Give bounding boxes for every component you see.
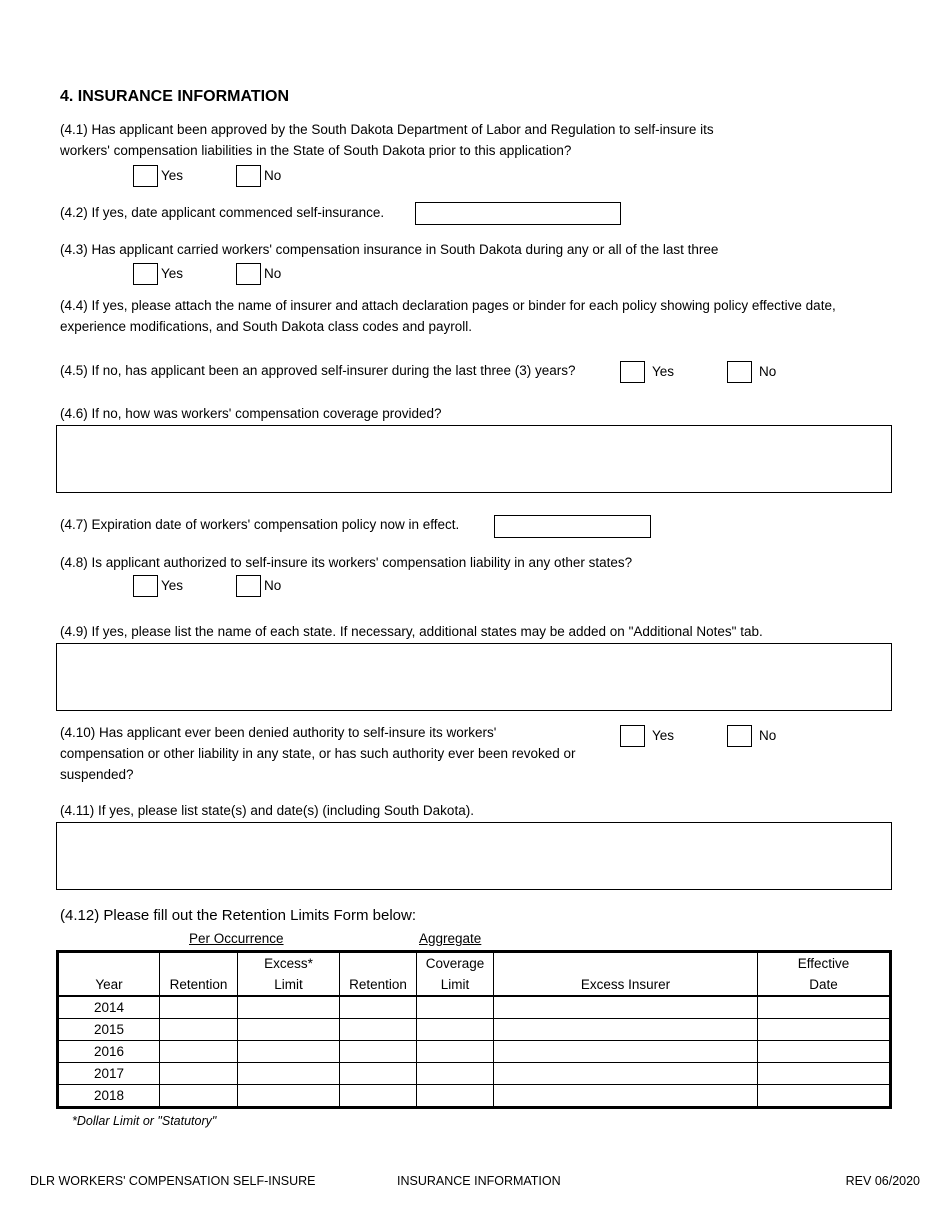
- input-cell[interactable]: [160, 1041, 238, 1063]
- input-cell[interactable]: [160, 1085, 238, 1108]
- input-cell[interactable]: [758, 1041, 891, 1063]
- aggregate-heading: Aggregate: [419, 931, 482, 946]
- q4-10-text-line2: compensation or other liability in any state, or has such authority ever been revoked or: [60, 746, 576, 761]
- header-cell: Coverage: [417, 952, 494, 975]
- q4-8-no-checkbox[interactable]: [236, 575, 261, 597]
- input-cell[interactable]: [494, 1041, 758, 1063]
- q4-11-answer-box[interactable]: [56, 822, 892, 890]
- header-year: Year: [58, 974, 160, 996]
- input-cell[interactable]: [160, 996, 238, 1019]
- year-cell: 2015: [58, 1019, 160, 1041]
- q4-10-yes-label: Yes: [652, 728, 675, 743]
- header-cell: [58, 952, 160, 975]
- q4-3-yes-label: Yes: [161, 266, 184, 281]
- q4-5-yes-checkbox[interactable]: [620, 361, 645, 383]
- q4-3-yes-checkbox[interactable]: [133, 263, 158, 285]
- year-cell: 2016: [58, 1041, 160, 1063]
- header-effective-date: Date: [758, 974, 891, 996]
- q4-1-no-label: No: [264, 168, 282, 183]
- input-cell[interactable]: [340, 1085, 417, 1108]
- q4-7-text: (4.7) Expiration date of workers' compensation policy now in effect.: [60, 517, 460, 532]
- q4-8-yes-checkbox[interactable]: [133, 575, 158, 597]
- header-cell: Excess*: [238, 952, 340, 975]
- header-cell: [160, 952, 238, 975]
- per-occurrence-heading: Per Occurrence: [189, 931, 284, 946]
- header-excess-insurer: Excess Insurer: [494, 974, 758, 996]
- input-cell[interactable]: [494, 1085, 758, 1108]
- input-cell[interactable]: [340, 1019, 417, 1041]
- header-per-occurrence-retention: Retention: [160, 974, 238, 996]
- q4-1-yes-checkbox[interactable]: [133, 165, 158, 187]
- section-title: 4. INSURANCE INFORMATION: [60, 88, 290, 105]
- year-cell: 2014: [58, 996, 160, 1019]
- q4-10-text-line1: (4.10) Has applicant ever been denied authority to self-insure its workers': [60, 725, 497, 740]
- q4-9-text: (4.9) If yes, please list the name of each state. If necessary, additional states may be added on "Additional Notes" tab.: [60, 624, 763, 639]
- q4-2-date-field[interactable]: [415, 202, 621, 225]
- q4-4-text-line2: experience modifications, and South Dakota class codes and payroll.: [60, 319, 472, 334]
- q4-1-text-line2: workers' compensation liabilities in the State of South Dakota prior to this application?: [60, 143, 572, 158]
- input-cell[interactable]: [340, 1063, 417, 1085]
- header-cell: [494, 952, 758, 975]
- year-cell: 2018: [58, 1085, 160, 1108]
- q4-5-no-checkbox[interactable]: [727, 361, 752, 383]
- q4-12-text: (4.12) Please fill out the Retention Limits Form below:: [60, 907, 416, 924]
- input-cell[interactable]: [494, 1063, 758, 1085]
- input-cell[interactable]: [758, 996, 891, 1019]
- header-cell: Effective: [758, 952, 891, 975]
- q4-1-text-line1: (4.1) Has applicant been approved by the South Dakota Department of Labor and Regulation to self-insure its: [60, 122, 714, 137]
- q4-5-no-label: No: [759, 364, 777, 379]
- q4-8-text: (4.8) Is applicant authorized to self-insure its workers' compensation liability in any other states?: [60, 555, 633, 570]
- table-footnote: *Dollar Limit or "Statutory": [72, 1114, 217, 1128]
- header-coverage-limit: Limit: [417, 974, 494, 996]
- q4-1-no-checkbox[interactable]: [236, 165, 261, 187]
- input-cell[interactable]: [340, 1041, 417, 1063]
- q4-5-text: (4.5) If no, has applicant been an approved self-insurer during the last three (3) years?: [60, 363, 576, 378]
- input-cell[interactable]: [417, 996, 494, 1019]
- table-row: [58, 1063, 891, 1085]
- input-cell[interactable]: [238, 1063, 340, 1085]
- header-aggregate-retention: Retention: [340, 974, 417, 996]
- input-cell[interactable]: [417, 1063, 494, 1085]
- table-row: [58, 1019, 891, 1041]
- header-excess-limit: Limit: [238, 974, 340, 996]
- q4-3-text: (4.3) Has applicant carried workers' compensation insurance in South Dakota during any or all of the last three: [60, 242, 719, 257]
- table-row: [58, 996, 891, 1019]
- q4-3-no-checkbox[interactable]: [236, 263, 261, 285]
- q4-1-yes-label: Yes: [161, 168, 184, 183]
- table-row: [58, 1041, 891, 1063]
- year-cell: 2017: [58, 1063, 160, 1085]
- input-cell[interactable]: [758, 1019, 891, 1041]
- q4-10-text-line3: suspended?: [60, 767, 134, 782]
- q4-10-yes-checkbox[interactable]: [620, 725, 645, 747]
- q4-6-answer-box[interactable]: [56, 425, 892, 493]
- input-cell[interactable]: [160, 1063, 238, 1085]
- input-cell[interactable]: [758, 1063, 891, 1085]
- input-cell[interactable]: [758, 1085, 891, 1108]
- input-cell[interactable]: [238, 1019, 340, 1041]
- q4-10-no-label: No: [759, 728, 777, 743]
- input-cell[interactable]: [494, 1019, 758, 1041]
- q4-8-no-label: No: [264, 578, 282, 593]
- footer-center: INSURANCE INFORMATION: [397, 1174, 561, 1188]
- input-cell[interactable]: [417, 1019, 494, 1041]
- q4-8-yes-label: Yes: [161, 578, 184, 593]
- q4-5-yes-label: Yes: [652, 364, 675, 379]
- input-cell[interactable]: [494, 996, 758, 1019]
- q4-7-date-field[interactable]: [494, 515, 651, 538]
- table-row: [58, 1085, 891, 1108]
- input-cell[interactable]: [417, 1041, 494, 1063]
- q4-3-no-label: No: [264, 266, 282, 281]
- q4-4-text-line1: (4.4) If yes, please attach the name of insurer and attach declaration pages or binder for each policy showing policy effective date,: [60, 298, 836, 313]
- input-cell[interactable]: [160, 1019, 238, 1041]
- q4-6-text: (4.6) If no, how was workers' compensation coverage provided?: [60, 406, 442, 421]
- input-cell[interactable]: [417, 1085, 494, 1108]
- footer-left: DLR WORKERS' COMPENSATION SELF-INSURE: [30, 1174, 316, 1188]
- input-cell[interactable]: [238, 1041, 340, 1063]
- header-cell: [340, 952, 417, 975]
- q4-9-answer-box[interactable]: [56, 643, 892, 711]
- input-cell[interactable]: [340, 996, 417, 1019]
- input-cell[interactable]: [238, 996, 340, 1019]
- q4-10-no-checkbox[interactable]: [727, 725, 752, 747]
- retention-limits-table: [56, 950, 892, 1109]
- input-cell[interactable]: [238, 1085, 340, 1108]
- q4-11-text: (4.11) If yes, please list state(s) and date(s) (including South Dakota).: [60, 803, 474, 818]
- q4-2-text: (4.2) If yes, date applicant commenced self-insurance.: [60, 205, 385, 220]
- footer-right: REV 06/2020: [845, 1174, 920, 1188]
